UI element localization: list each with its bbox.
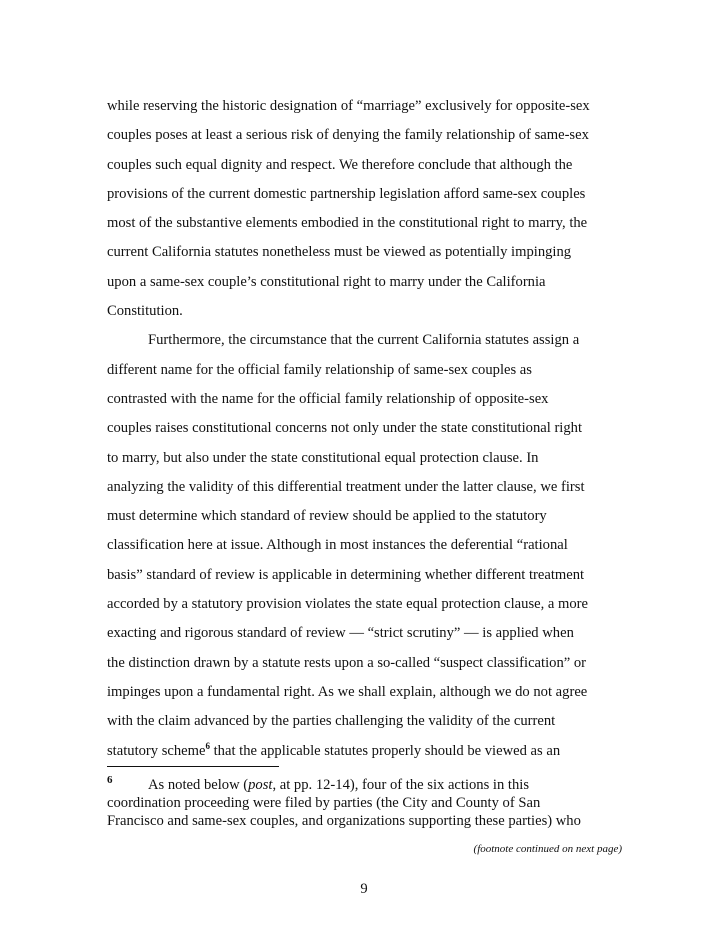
body-line-13: to marry, but also under the state constitutional equal protection clause. In [107, 449, 539, 466]
footnote-line-1-a: As noted below ( [148, 777, 249, 793]
body-line-11: contrasted with the name for the official family relationship of opposite-sex [107, 390, 549, 407]
footnote-continued-note: (footnote continued on next page) [473, 843, 622, 855]
body-line-16: classification here at issue. Although in most instances the deferential “rational [107, 537, 568, 554]
body-line-3: couples such equal dignity and respect. We therefore conclude that although the [107, 156, 573, 173]
last-line-before-ref: statutory scheme [107, 742, 206, 759]
footnote-line-1: 6 As noted below (post, at pp. 12-14), four of the six actions in this [107, 774, 530, 793]
body-text [107, 92, 627, 766]
footnote-line-3: Francisco and same-sex couples, and organizations supporting these parties) who [107, 813, 581, 829]
footnote-line-2: coordination proceeding were filed by parties (the City and County of San [107, 795, 541, 811]
body-line-23 [107, 737, 627, 766]
footnote-line-1-b: , at pp. 12-14), four of the six actions in this [272, 777, 530, 793]
body-line-1: while reserving the historic designation of “marriage” exclusively for opposite-sex [107, 98, 590, 114]
body-line-6: current California statutes nonetheless must be viewed as potentially impinging [107, 244, 572, 261]
body-line-19: exacting and rigorous standard of review — “strict scrutiny” — is applied when [107, 625, 574, 642]
last-line-after-ref: that the applicable statutes properly should be viewed as an [209, 742, 561, 759]
body-line-7: upon a same-sex couple’s constitutional right to marry under the California [107, 273, 546, 290]
body-line-10: different name for the official family relationship of same-sex couples as [107, 361, 532, 378]
footnote-separator [107, 766, 279, 767]
body-line-22: with the claim advanced by the parties challenging the validity of the current [107, 713, 556, 730]
body-line-14: analyzing the validity of this differential treatment under the latter clause, we first [107, 478, 585, 495]
body-line-4: provisions of the current domestic partnership legislation afford same-sex couples [107, 185, 586, 202]
body-line-2: couples poses at least a serious risk of denying the family relationship of same-sex [107, 127, 589, 144]
footnote-line-1-italic: post [248, 777, 273, 793]
body-line-17: basis” standard of review is applicable in determining whether different treatment [107, 566, 585, 583]
footnote [107, 776, 627, 830]
body-line-9: Furthermore, the circumstance that the current California statutes assign a [148, 332, 580, 349]
body-line-15: must determine which standard of review should be applied to the statutory [107, 508, 547, 525]
body-line-8: Constitution. [107, 303, 183, 320]
footnote-reference[interactable]: 6 [205, 740, 210, 751]
body-line-21: impinges upon a fundamental right. As we shall explain, although we do not agree [107, 683, 588, 700]
body-line-18: accorded by a statutory provision violates the state equal protection clause, a more [107, 596, 589, 613]
body-line-5: most of the substantive elements embodied in the constitutional right to marry, the [107, 215, 588, 232]
body-line-20: the distinction drawn by a statute rests upon a so-called “suspect classification” or [107, 654, 587, 671]
page-number: 9 [360, 881, 368, 897]
body-line-12: couples raises constitutional concerns not only under the state constitutional right [107, 420, 583, 437]
